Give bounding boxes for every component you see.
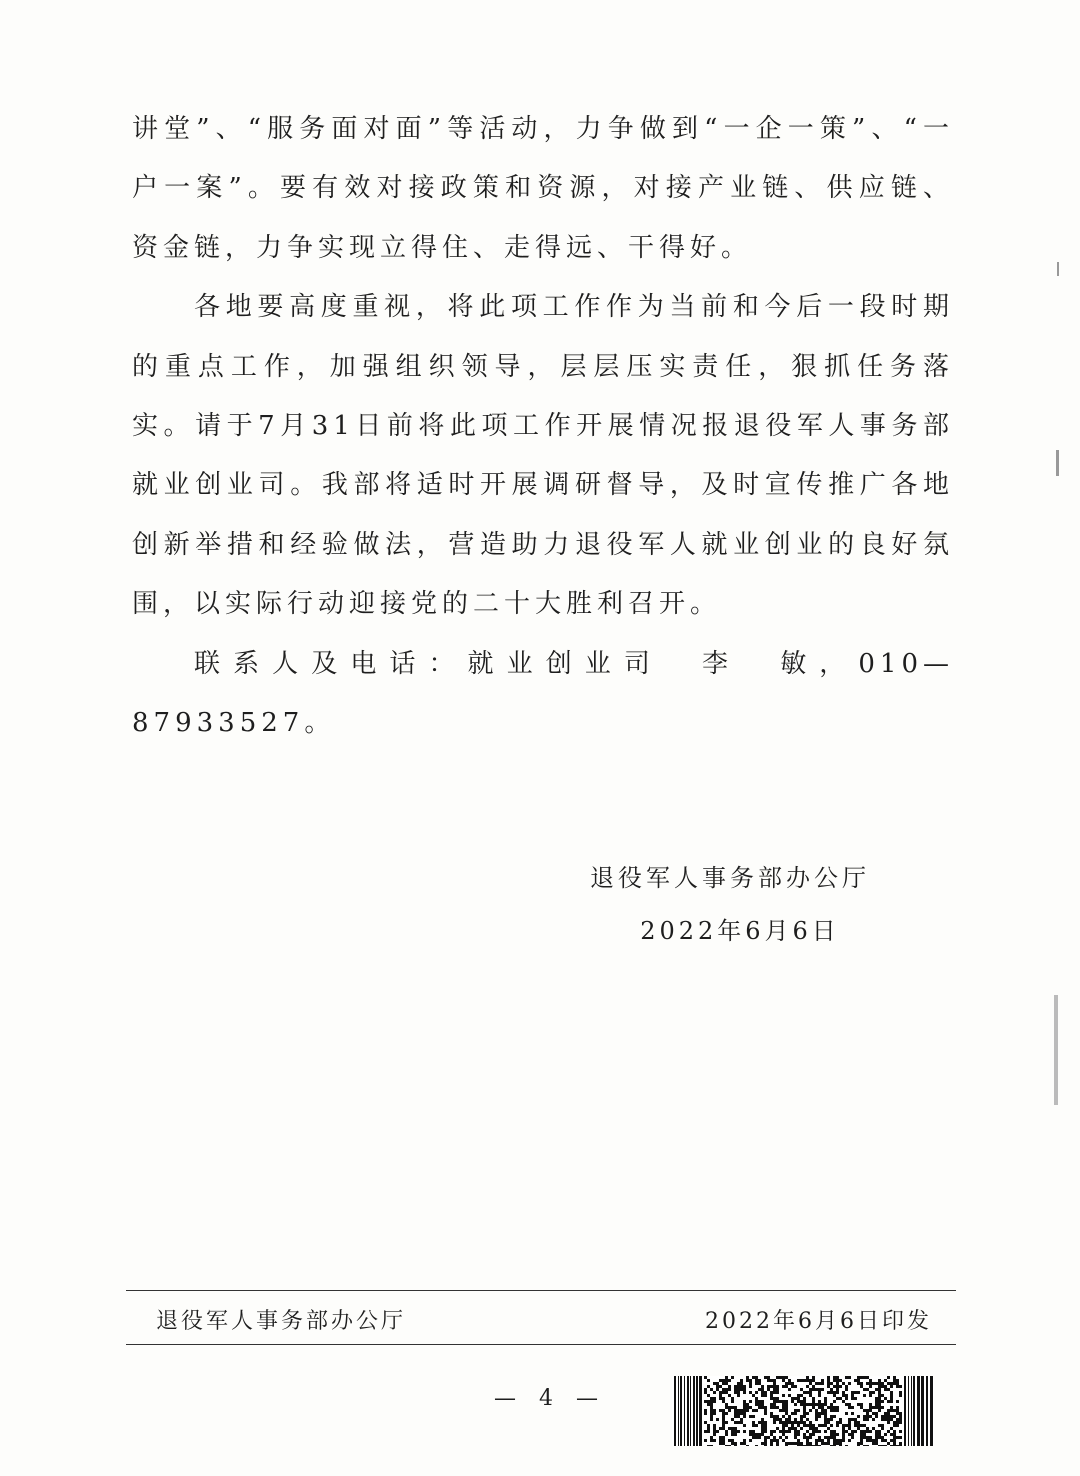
footer-issuer: 退役军人事务部办公厅 bbox=[156, 1309, 407, 1334]
paragraph-requirements: 各地要高度重视，将此项工作作为当前和今后一段时期的重点工作，加强组织领导，层层压实责任，狠抓任务落实。请于7月31日前将此项工作开展情况报退役军人事务部就业创业司。我部将适时开展调研督导，及时宣传推广各地创新举措和经验做法，营造助力退役军人就业创业的良好氛围，以实际行动迎接党的二十大胜利召开。 bbox=[132, 292, 954, 620]
footer-rule-top bbox=[126, 1290, 956, 1291]
margin-mark bbox=[1054, 995, 1058, 1105]
body-text bbox=[132, 100, 954, 753]
signature-organization: 退役军人事务部办公厅 bbox=[590, 864, 870, 892]
page-number: — 4 — bbox=[494, 1386, 606, 1411]
barcode-icon bbox=[672, 1376, 934, 1446]
paragraph-continuation: 讲堂”、“服务面对面”等活动，力争做到“一企一策”、“一户一案”。要有效对接政策和资源，对接产业链、供应链、资金链，力争实现立得住、走得远、干得好。 bbox=[132, 114, 954, 263]
signature-date: 2022年6月6日 bbox=[640, 917, 840, 945]
footer-rule-bottom bbox=[126, 1344, 956, 1345]
margin-mark bbox=[1056, 450, 1059, 476]
margin-mark bbox=[1057, 262, 1059, 276]
footer-issue-date: 2022年6月6日印发 bbox=[705, 1309, 932, 1334]
paragraph-contact: 联系人及电话：就业创业司 李 敏，010—87933527。 bbox=[132, 648, 954, 739]
